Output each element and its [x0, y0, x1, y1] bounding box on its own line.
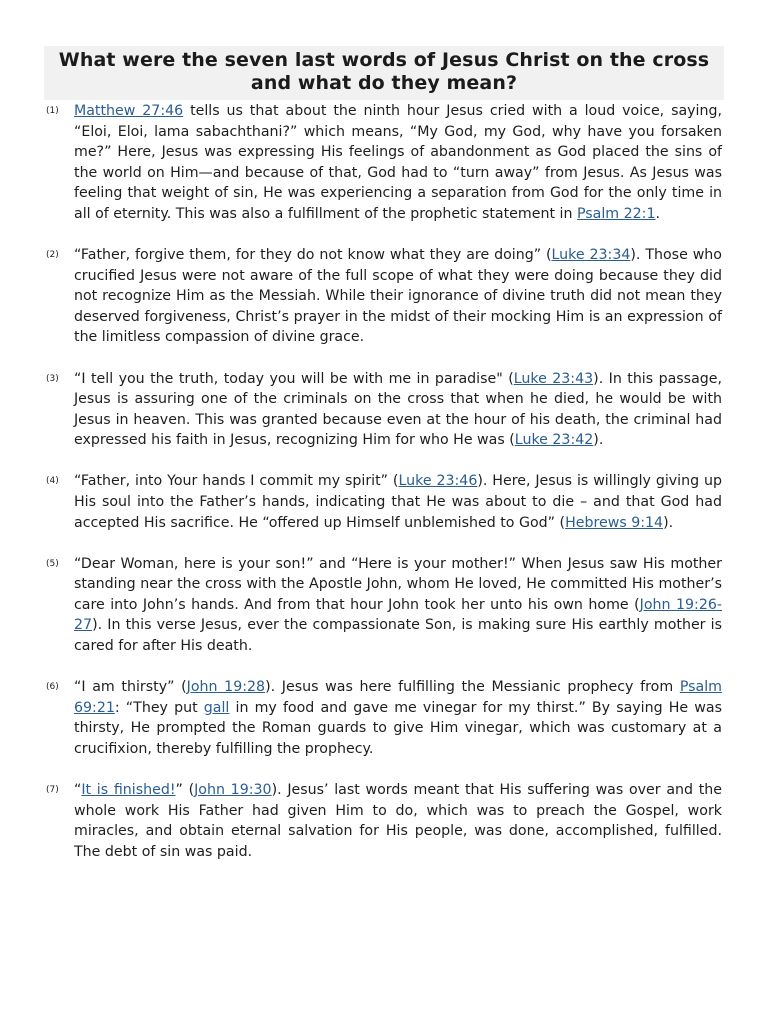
item-text-segment: “	[74, 782, 82, 799]
item-number: (4)	[46, 476, 59, 487]
list-item	[0, 369, 768, 451]
scripture-reference-link[interactable]: It is finished!	[81, 782, 176, 799]
item-text-segment: “I am thirsty” (	[74, 679, 187, 696]
item-text-segment: “I tell you the truth, today you will be with me in paradise" (	[74, 370, 514, 387]
scripture-reference-link[interactable]: Luke 23:34	[551, 247, 631, 264]
item-number: (2)	[46, 250, 59, 261]
scripture-reference-link[interactable]: Psalm 22:1	[576, 205, 656, 222]
item-text-segment: “Father, into Your hands I commit my spirit” (	[74, 473, 399, 490]
scripture-reference-link[interactable]: Hebrews 9:14	[565, 514, 664, 531]
scripture-reference-link[interactable]: Matthew 27:46	[74, 103, 184, 119]
item-text	[74, 780, 722, 862]
list-item	[0, 245, 768, 348]
item-text-segment: ). Jesus was here fulfilling the Messianic prophecy from	[265, 679, 680, 696]
item-text-segment: .	[655, 205, 661, 222]
item-text-segment: ). Here, Jesus is willingly giving up His soul into the Father’s hands, indicating that He was about to die – and that God had accepted His sacrifice. He “offered up Himself unblemished to God” (	[74, 473, 723, 531]
list-item	[0, 780, 768, 862]
item-text	[74, 245, 722, 348]
item-number: (5)	[46, 558, 59, 569]
list-item	[0, 554, 768, 657]
item-text-segment: ). Jesus’ last words meant that His suffering was over and the whole work His Father had given Him to do, which was to preach the Gospel, work miracles, and obtain eternal salvation for His people, was done, accomplished, fulfilled. The debt of sin was paid.	[74, 782, 722, 860]
scripture-reference-link[interactable]: Luke 23:42	[514, 432, 594, 449]
item-text	[74, 101, 722, 225]
item-text-segment: ).	[663, 514, 674, 531]
list-item	[0, 471, 768, 533]
scripture-reference-link[interactable]: John 19:28	[186, 679, 266, 696]
scripture-reference-link[interactable]: Psalm 69:21	[74, 679, 722, 716]
item-number: (3)	[46, 373, 59, 384]
item-text-segment: ). Those who crucified Jesus were not aware of the full scope of what they were doing because they did not recognize Him as the Messiah. While their ignorance of divine truth did not mean they deserved forgiveness, Christ’s prayer in the midst of their mocking Him is an expression of the limitless compassion of divine grace.	[74, 247, 722, 346]
list-item	[0, 677, 768, 759]
title-banner	[44, 46, 724, 100]
item-text-segment: ). In this passage, Jesus is assuring one of the criminals on the cross that when he died, he would be with Jesus in heaven. This was granted because even at the hour of his death, the criminal had expressed his faith in Jesus, recognizing Him for who He was (	[74, 370, 723, 449]
scripture-reference-link[interactable]: Luke 23:46	[398, 473, 478, 490]
item-text-segment: ). In this verse Jesus, ever the compassionate Son, is making sure His earthly mother is cared for after His death.	[74, 617, 722, 655]
scripture-reference-link[interactable]: John 19:26-27	[74, 596, 722, 634]
item-text-segment: : “They put	[114, 699, 204, 716]
item-number: (7)	[46, 785, 59, 796]
item-text-segment: tells us that about the ninth hour Jesus cried with a loud voice, saying, “Eloi, Eloi, lama sabachthani?” which means, “My God, my God, why have you forsaken me?” Here, Jesus was expressing His feelings of abandonment as God placed the sins of the world on Him—and because of that, God had to “turn away” from Jesus. As Jesus was feeling that weight of sin, He was experiencing a separation from God for the only time in all of eternity. This was also a fulfillment of the prophetic statement in	[74, 103, 723, 222]
item-text	[74, 554, 722, 657]
item-text-segment: “Father, forgive them, for they do not know what they are doing” (	[74, 247, 552, 264]
document-title: What were the seven last words of Jesus Christ on the cross and what do they mean?	[58, 49, 710, 94]
scripture-reference-link[interactable]: Luke 23:43	[513, 370, 594, 387]
item-text	[74, 471, 722, 533]
item-text-segment: ).	[593, 432, 604, 449]
item-number: (6)	[46, 682, 59, 693]
item-text-segment: ” (	[175, 782, 195, 799]
list-item	[0, 101, 768, 225]
scripture-reference-link[interactable]: John 19:30	[194, 782, 272, 799]
item-text	[74, 677, 722, 759]
item-number: (1)	[46, 106, 59, 116]
item-text-segment: “Dear Woman, here is your son!” and “Here is your mother!” When Jesus saw His mother standing near the cross with the Apostle John, whom He loved, He committed His mother’s care into John’s hands. And from that hour John took her unto his own home (	[74, 555, 722, 613]
item-text	[74, 369, 722, 451]
scripture-reference-link[interactable]: gall	[203, 699, 230, 716]
item-text-segment: in my food and gave me vinegar for my thirst.” By saying He was thirsty, He prompted the Roman guards to give Him vinegar, which was customary at a crucifixion, thereby fulfilling the prophecy.	[74, 699, 722, 757]
numbered-list	[0, 101, 768, 883]
